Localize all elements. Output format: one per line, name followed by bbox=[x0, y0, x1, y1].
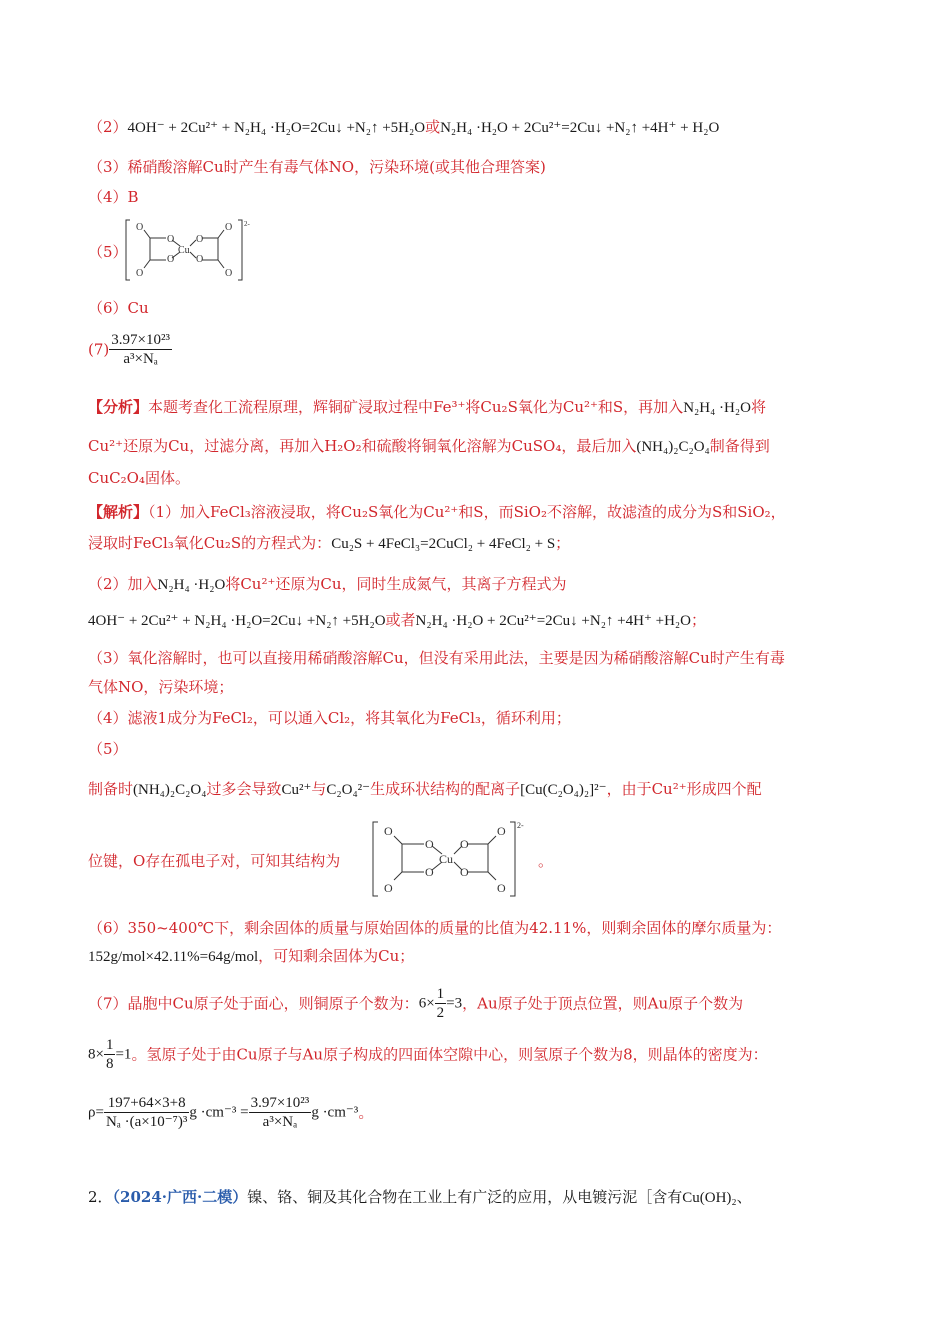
copper-ion-formula: Cu²⁺ bbox=[281, 782, 312, 798]
fraction-suffix: =3 bbox=[446, 995, 463, 1012]
question-number: 2． bbox=[88, 1188, 113, 1206]
fraction-numerator: 1 bbox=[105, 1037, 114, 1053]
oxygen-label: O bbox=[167, 234, 175, 245]
solution-text: 或者 bbox=[385, 611, 416, 629]
answer-2 bbox=[88, 117, 719, 138]
oxygen-label: O bbox=[136, 222, 144, 233]
oxygen-label: O bbox=[425, 837, 434, 851]
oxygen-label: O bbox=[384, 881, 393, 895]
charge-label: 2- bbox=[244, 220, 250, 228]
solution-text: 位键，O存在孤电子对，可知其结构为 bbox=[88, 852, 341, 870]
solution-tag: 【解析】 bbox=[88, 503, 149, 521]
density-fraction-2 bbox=[249, 1094, 312, 1131]
ammonium-oxalate-formula: (NH₄)₂C₂O₄ bbox=[133, 782, 207, 798]
analysis-line-1 bbox=[88, 397, 766, 418]
oxygen-label: O bbox=[497, 881, 506, 895]
density-unit: g ·cm⁻³ bbox=[311, 1104, 359, 1121]
fraction-numerator: 3.97×10²³ bbox=[250, 1095, 310, 1111]
answer-2-label: （2） bbox=[88, 118, 128, 136]
hydrazine-formula: N₂H₄ ·H₂O bbox=[683, 400, 751, 416]
complex-ion-formula: [Cu(C₂O₄)₂]²⁻ bbox=[520, 782, 607, 798]
solution-text: ，由于Cu²⁺形成四个配 bbox=[606, 780, 762, 798]
fraction-prefix: 6× bbox=[418, 995, 435, 1012]
copper-hydroxide-formula: Cu(OH)₂ bbox=[682, 1190, 737, 1206]
fraction-denominator: Nₐ ·(a×10⁻⁷)³ bbox=[105, 1114, 188, 1130]
charge-label: 2- bbox=[517, 821, 524, 830]
solution-p1-line-2 bbox=[88, 533, 570, 554]
solution-p7-line-1 bbox=[88, 985, 743, 1022]
oxalate-ion-formula: C₂O₄²⁻ bbox=[326, 782, 371, 798]
solution-p4: （4）滤液1成分为FeCl₂，可以通入Cl₂，将其氧化为FeCl₃，循环利用； bbox=[88, 709, 571, 727]
oxygen-label: O bbox=[196, 254, 204, 265]
oxygen-label: O bbox=[460, 837, 469, 851]
solution-p5-line-2 bbox=[88, 851, 340, 871]
analysis-text: Cu²⁺还原为Cu，过滤分离，再加入H₂O₂和硫酸将铜氧化溶解为CuSO₄，最后加入 bbox=[88, 437, 637, 455]
solution-text: 与 bbox=[311, 780, 327, 798]
fraction-suffix: =1 bbox=[115, 1046, 132, 1063]
solution-p3-line-2: 气体NO，污染环境； bbox=[88, 678, 234, 696]
analysis-text: 制备得到 bbox=[709, 437, 770, 455]
density-unit: g ·cm⁻³ = bbox=[189, 1104, 249, 1121]
question-text: 镍、铬、铜及其化合物在工业上有广泛的应用，从电镀污泥［含有 bbox=[247, 1188, 683, 1206]
answer-6: （6）Cu bbox=[88, 299, 149, 317]
analysis-tag: 【分析】 bbox=[88, 398, 149, 416]
solution-text: 生成环状结构的配离子 bbox=[370, 780, 521, 798]
solution-text: ； bbox=[555, 534, 571, 552]
oxygen-label: O bbox=[196, 234, 204, 245]
fraction-numerator: 3.97×10²³ bbox=[111, 332, 170, 348]
question-text-end: 、 bbox=[736, 1188, 752, 1206]
analysis-text: 将 bbox=[750, 398, 766, 416]
fraction-denominator: a³×Nₐ bbox=[123, 351, 158, 367]
question-2 bbox=[88, 1187, 752, 1208]
solution-p7-line-2 bbox=[88, 1036, 768, 1073]
ionic-equation-2: N₂H₄ ·H₂O + 2Cu²⁺=2Cu↓ +N₂↑ +4H⁺ +H₂O bbox=[415, 613, 691, 629]
solution-text: （1）加入FeCl₃溶液浸取，将Cu₂S氧化为Cu²⁺和S，而SiO₂不溶解，故滤渣的成分为S和SiO₂， bbox=[148, 503, 786, 521]
leaching-equation: Cu₂S + 4FeCl₃=2CuCl₂ + 4FeCl₂ + S bbox=[331, 536, 556, 552]
solution-p1-line-1 bbox=[88, 502, 786, 522]
solution-p5-end: 。 bbox=[538, 852, 554, 870]
solution-p5-label: （5） bbox=[88, 740, 128, 758]
solution-p6-line-1: （6）350~400℃下，剩余固体的质量与原始固体的质量的比值为42.11%，则剩余固体的摩尔质量为： bbox=[88, 919, 782, 937]
solution-p2-line-2 bbox=[88, 610, 706, 631]
oxygen-label: O bbox=[136, 268, 144, 279]
au-count-fraction bbox=[104, 1036, 116, 1073]
solution-text: ，Au原子处于顶点位置，则Au原子个数为 bbox=[462, 994, 744, 1013]
solution-text: 过多会导致 bbox=[206, 780, 282, 798]
oxalate-complex-small-diagram bbox=[124, 216, 264, 284]
solution-text: ，可知剩余固体为Cu； bbox=[258, 947, 415, 965]
analysis-line-2 bbox=[88, 436, 770, 457]
oxygen-label: O bbox=[167, 254, 175, 265]
molar-mass-equation: 152g/mol×42.11%=64g/mol bbox=[88, 949, 259, 965]
oxygen-label: O bbox=[225, 268, 233, 279]
analysis-line-3: CuC₂O₄固体。 bbox=[88, 469, 190, 487]
hydrazine-formula: N₂H₄ ·H₂O bbox=[157, 577, 226, 593]
solution-p6-line-2 bbox=[88, 946, 414, 967]
answer-7-fraction bbox=[109, 331, 172, 368]
oxygen-label: O bbox=[384, 824, 393, 838]
oxalate-complex-diagram bbox=[370, 818, 538, 900]
ionic-equation-1: 4OH⁻ + 2Cu²⁺ + N₂H₄ ·H₂O=2Cu↓ +N₂↑ +5H₂O bbox=[88, 613, 386, 629]
answer-7-label: (7) bbox=[88, 340, 110, 359]
solution-text: 。 bbox=[358, 1103, 374, 1122]
copper-center-label: Cu bbox=[178, 245, 190, 256]
solution-p5-line-1 bbox=[88, 779, 762, 800]
question-source: （2024·广西·二模） bbox=[112, 1188, 248, 1206]
oxygen-label: O bbox=[425, 865, 434, 879]
solution-p2-line-1 bbox=[88, 574, 567, 595]
solution-p3-line-1: （3）氧化溶解时，也可以直接用稀硝酸溶解Cu，但没有采用此法，主要是因为稀硝酸溶解Cu时产生有毒 bbox=[88, 649, 785, 667]
fraction-numerator: 1 bbox=[436, 986, 445, 1002]
answer-2-equation-2: N₂H₄ ·H₂O + 2Cu²⁺=2Cu↓ +N₂↑ +4H⁺ + H₂O bbox=[440, 120, 720, 136]
solution-text: 浸取时FeCl₃氧化Cu₂S的方程式为： bbox=[88, 534, 332, 552]
solution-text: 将Cu²⁺还原为Cu，同时生成氮气，其离子方程式为 bbox=[225, 575, 567, 593]
density-fraction-1 bbox=[104, 1094, 189, 1131]
answer-7 bbox=[88, 331, 172, 368]
solution-text: 制备时 bbox=[88, 780, 134, 798]
cu-count-fraction bbox=[435, 985, 447, 1022]
answer-2-or: 或 bbox=[425, 118, 441, 136]
solution-text: ； bbox=[691, 611, 707, 629]
fraction-numerator: 197+64×3+8 bbox=[104, 1094, 189, 1113]
copper-center-label: Cu bbox=[439, 852, 454, 866]
solution-text: （7）晶胞中Cu原子处于面心，则铜原子个数为： bbox=[88, 994, 419, 1013]
answer-3: （3）稀硝酸溶解Cu时产生有毒气体NO，污染环境(或其他合理答案) bbox=[88, 158, 546, 176]
analysis-text: 本题考查化工流程原理，辉铜矿浸取过程中Fe³⁺将Cu₂S氧化为Cu²⁺和S，再加入 bbox=[148, 398, 684, 416]
solution-text: （2）加入 bbox=[88, 575, 158, 593]
fraction-denominator: a³×Nₐ bbox=[262, 1114, 298, 1130]
answer-5-label: （5） bbox=[88, 243, 128, 261]
density-equation bbox=[88, 1094, 373, 1131]
fraction-prefix: 8× bbox=[88, 1046, 104, 1063]
oxygen-label: O bbox=[460, 865, 469, 879]
ammonium-oxalate-formula: (NH₄)₂C₂O₄ bbox=[636, 439, 710, 455]
density-symbol: ρ= bbox=[88, 1104, 104, 1121]
oxygen-label: O bbox=[497, 824, 506, 838]
solution-text: 。氢原子处于由Cu原子与Au原子构成的四面体空隙中心，则氢原子个数为8，则晶体的密度为： bbox=[131, 1045, 768, 1064]
fraction-denominator: 8 bbox=[105, 1056, 114, 1072]
answer-2-equation-1: 4OH⁻ + 2Cu²⁺ + N₂H₄ ·H₂O=2Cu↓ +N₂↑ +5H₂O bbox=[127, 120, 426, 136]
oxygen-label: O bbox=[225, 222, 233, 233]
fraction-denominator: 2 bbox=[436, 1005, 445, 1021]
answer-4: （4）B bbox=[88, 188, 139, 206]
